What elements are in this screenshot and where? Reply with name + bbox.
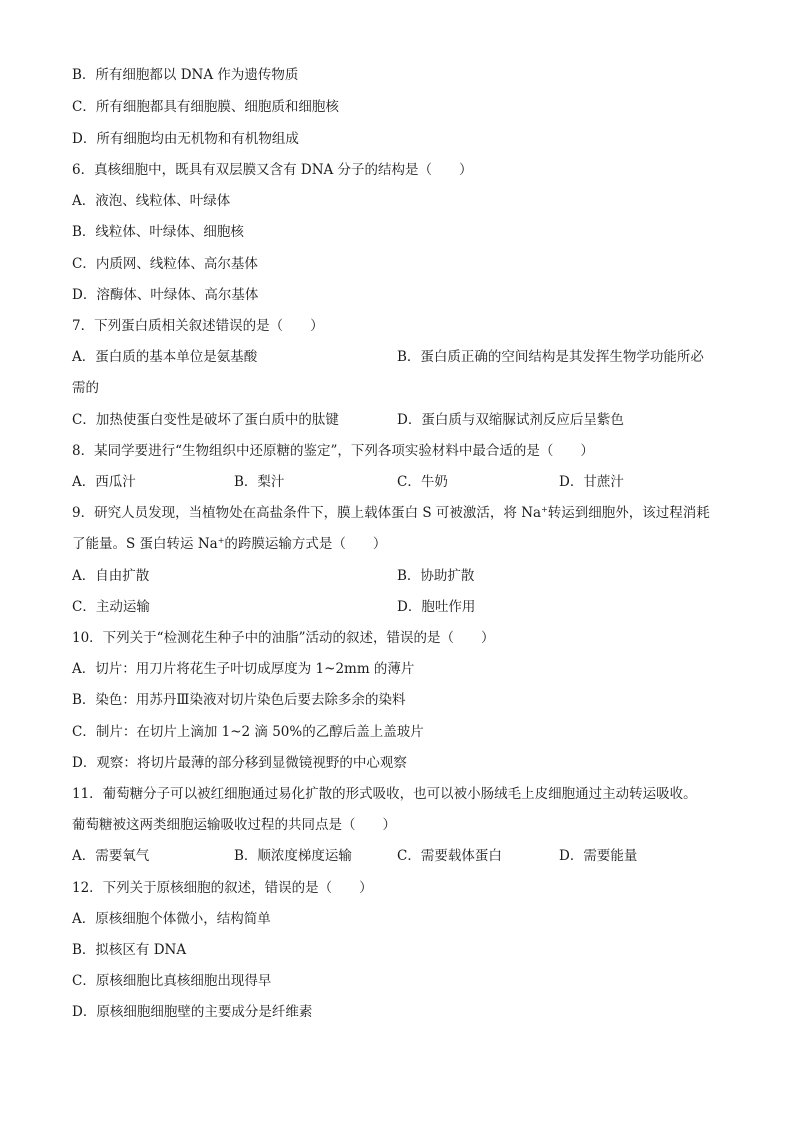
q7-stem: 7．下列蛋白质相关叙述错误的是（ ） — [72, 318, 324, 334]
q7-option-d: D．蛋白质与双缩脲试剂反应后呈紫色 — [397, 412, 624, 428]
q9-option-b: B．协助扩散 — [397, 568, 475, 584]
q9-stem-line1-b: 转运到细胞外，该过程消耗 — [547, 505, 710, 521]
q11-stem-line1: 11．葡萄糖分子可以被红细胞通过易化扩散的形式吸收，也可以被小肠绒毛上皮细胞通过主动转运吸收。 — [72, 786, 697, 802]
q8-stem: 8．某同学要进行“生物组织中还原糖的鉴定”，下列各项实验材料中最合适的是（ ） — [72, 443, 594, 459]
q5-option-d: D．所有细胞均由无机物和有机物组成 — [72, 131, 299, 147]
q12-option-a: A．原核细胞个体微小，结构简单 — [72, 911, 271, 927]
q11-option-b: B．顺浓度梯度运输 — [234, 848, 352, 864]
q8-option-c: C．牛奶 — [397, 474, 448, 490]
q11-stem-line2: 葡萄糖被这两类细胞运输吸收过程的共同点是（ ） — [72, 817, 396, 833]
q6-option-b: B．线粒体、叶绿体、细胞核 — [72, 224, 244, 240]
q6-option-d: D．溶酶体、叶绿体、高尔基体 — [72, 287, 259, 303]
q12-option-d: D．原核细胞细胞壁的主要成分是纤维素 — [72, 1004, 313, 1020]
q8-option-b: B．梨汁 — [234, 474, 285, 490]
sodium-charge-superscript: + — [541, 505, 548, 514]
q11-option-d: D．需要能量 — [559, 848, 638, 864]
sodium-charge-superscript: + — [217, 536, 225, 545]
q10-option-b: B．染色：用苏丹Ⅲ染液对切片染色后要去除多余的染料 — [72, 692, 406, 708]
q8-option-a: A．西瓜汁 — [72, 474, 136, 490]
q6-option-c: C．内质网、线粒体、高尔基体 — [72, 256, 258, 272]
q10-option-d: D．观察：将切片最薄的部分移到显微镜视野的中心观察 — [72, 755, 407, 771]
q7-option-a: A．蛋白质的基本单位是氨基酸 — [72, 349, 258, 365]
q9-stem-line1-a: 9．研究人员发现，当植物处在高盐条件下，膜上载体蛋白 S 可被激活，将 Na — [72, 505, 542, 521]
q10-option-c: C．制片：在切片上滴加 1~2 滴 50%的乙醇后盖上盖玻片 — [72, 724, 424, 740]
q9-stem-line2-b: 的跨膜运输方式是（ ） — [224, 536, 387, 552]
q6-option-a: A．液泡、线粒体、叶绿体 — [72, 193, 231, 209]
q10-stem: 10．下列关于“检测花生种子中的油脂”活动的叙述，错误的是（ ） — [72, 630, 495, 646]
q9-stem-line1 — [72, 504, 710, 522]
q8-option-d: D．甘蔗汁 — [559, 474, 624, 490]
q5-option-c: C．所有细胞都具有细胞膜、细胞质和细胞核 — [72, 99, 339, 115]
q11-option-c: C．需要载体蛋白 — [397, 848, 502, 864]
q9-stem-line2 — [72, 535, 386, 553]
q7-option-b-line1: B．蛋白质正确的空间结构是其发挥生物学功能所必 — [397, 349, 704, 365]
q11-option-a: A．需要氧气 — [72, 848, 150, 864]
q10-option-a: A．切片：用刀片将花生子叶切成厚度为 1~2mm 的薄片 — [72, 661, 415, 677]
q9-stem-line2-a: 了能量。S 蛋白转运 Na — [72, 536, 218, 552]
q12-option-b: B．拟核区有 DNA — [72, 942, 187, 958]
q6-stem: 6．真核细胞中，既具有双层膜又含有 DNA 分子的结构是（ ） — [72, 162, 473, 178]
q9-option-d: D．胞吐作用 — [397, 599, 476, 615]
q7-option-c: C．加热使蛋白变性是破坏了蛋白质中的肽键 — [72, 412, 339, 428]
q7-option-b-line2: 需的 — [72, 380, 99, 396]
q5-option-b: B．所有细胞都以 DNA 作为遗传物质 — [72, 67, 299, 83]
q9-option-a: A．自由扩散 — [72, 568, 150, 584]
q12-option-c: C．原核细胞比真核细胞出现得早 — [72, 973, 272, 989]
q9-option-c: C．主动运输 — [72, 599, 150, 615]
q12-stem: 12．下列关于原核细胞的叙述，错误的是（ ） — [72, 880, 373, 896]
